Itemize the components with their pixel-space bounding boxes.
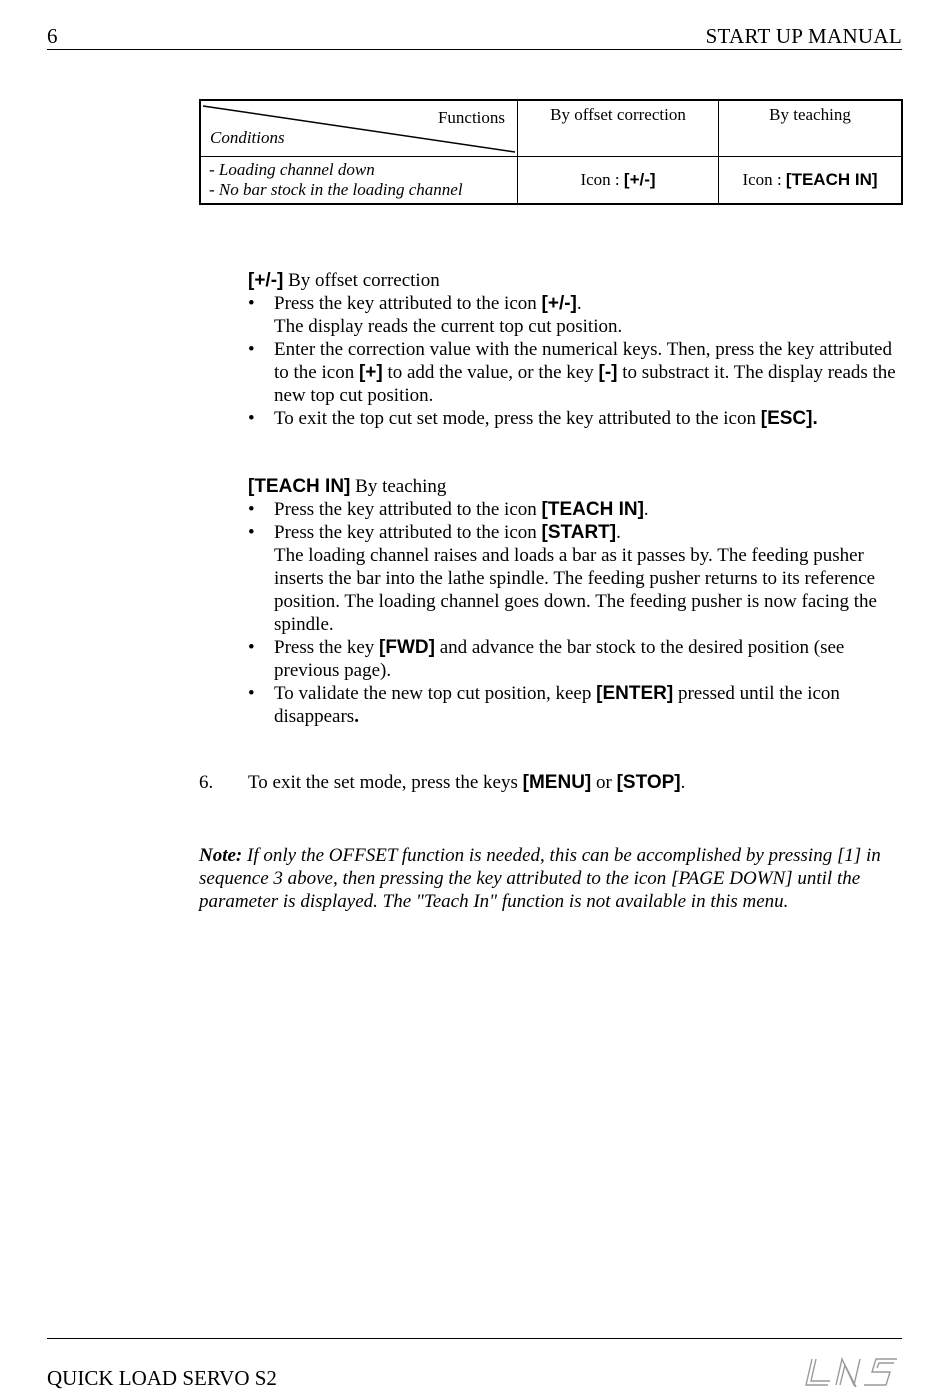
icon-prefix: Icon (580, 170, 611, 189)
teach-section (248, 475, 903, 728)
step-number: 6. (199, 772, 214, 793)
list-item: • Press the key [FWD] and advance the bar stock to the desired position (see previous page). (248, 636, 903, 682)
diagonal-header-cell (200, 100, 518, 157)
note-label: Note: (199, 845, 243, 866)
functions-label: Functions (437, 108, 505, 127)
table-header-row (200, 100, 902, 157)
offset-icon-key: [+/-] (623, 170, 656, 189)
page-number: 6 (47, 24, 58, 48)
offset-icon-cell: Icon : [+/-] (518, 157, 719, 205)
list-item: • Enter the correction value with the numerical keys. Then, press the key attributed to the icon [+] to add the value, or the key [-] to substract it. The display reads the new top cut position. (248, 338, 903, 407)
lns-logo-icon (802, 1355, 902, 1389)
list-item: • Press the key attributed to the icon [START]. The loading channel raises and loads a bar as it passes by. The feeding pusher inserts the bar into the lathe spindle. The feeding pusher returns to its reference position. The loading channel goes down. The feeding pusher is now facing the spindle. (248, 521, 903, 636)
functions-table (199, 99, 903, 205)
list-item: • To validate the new top cut position, keep [ENTER] pressed until the icon disappears. (248, 682, 903, 728)
manual-title: START UP MANUAL (705, 24, 902, 48)
note-paragraph (199, 844, 904, 913)
page-header (47, 24, 902, 50)
note-text: If only the OFFSET function is needed, this can be accomplished by pressing [1] in sequence 3 above, then pressing the key attributed to the icon [PAGE DOWN] until the parameter is displayed. The "Teach In" function is not available in this menu. (199, 845, 881, 912)
col-teaching-header: By teaching (719, 100, 903, 157)
product-name: QUICK LOAD SERVO S2 (47, 1366, 277, 1390)
teach-icon-key: [TEACH IN] (785, 170, 878, 189)
offset-heading: [+/-] By offset correction (248, 270, 440, 291)
teach-icon-cell: Icon : [TEACH IN] (742, 170, 878, 189)
step-text: To exit the set mode, press the keys [MENU] or [STOP]. (248, 772, 686, 793)
page-footer (47, 1338, 902, 1394)
offset-section (248, 269, 903, 430)
list-item: • Press the key attributed to the icon [+/-]. The display reads the current top cut position. (248, 292, 903, 338)
condition-line-1: - Loading channel down (209, 160, 375, 179)
teach-heading: [TEACH IN] By teaching (248, 476, 447, 497)
col-offset-header: By offset correction (518, 100, 719, 157)
condition-cell (200, 157, 518, 205)
table-row (200, 157, 902, 205)
condition-line-2: - No bar stock in the loading channel (209, 180, 463, 199)
conditions-label: Conditions (210, 128, 285, 147)
icon-prefix: Icon (742, 170, 773, 189)
list-item: • Press the key attributed to the icon [TEACH IN]. (248, 498, 903, 521)
list-item: • To exit the top cut set mode, press the key attributed to the icon [ESC]. (248, 407, 903, 430)
